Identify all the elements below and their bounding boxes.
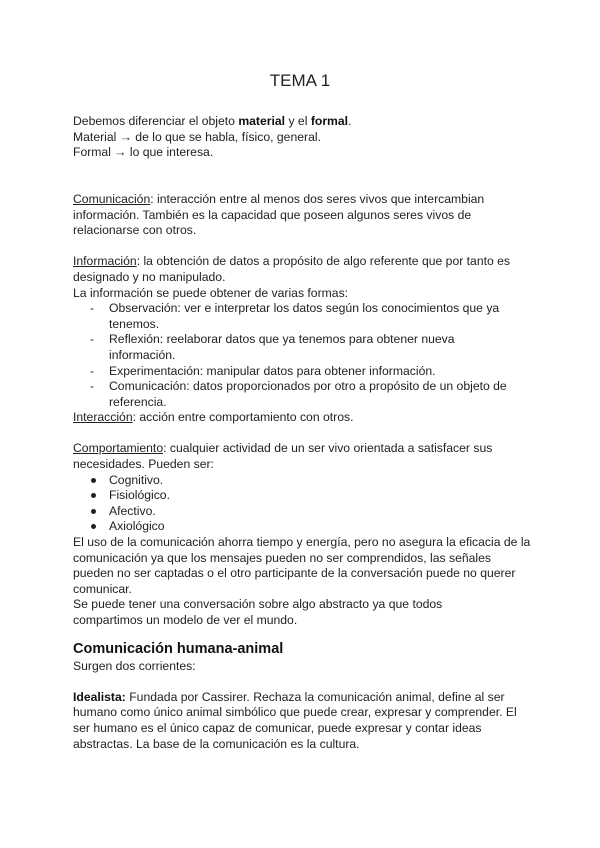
page-title: TEMA 1 [269, 71, 331, 90]
list-item: Fisiológico. [73, 488, 533, 504]
list-item: - Comunicación: datos proporcionados por otro a propósito de un objeto de referencia. [73, 379, 513, 410]
definition-text: : la obtención de datos a propósito de algo referente que por tanto es designado y no manipulado. [73, 254, 511, 284]
comportamiento-para-2: Se puede tener una conversación sobre algo abstracto ya que todos compartimos un modelo de ver el mundo. [73, 597, 443, 627]
definition-text: : cualquier actividad de un ser vivo orientada a satisfacer sus necesidades. Pueden ser: [73, 441, 493, 472]
intro-line-2: Material → de lo que se habla, físico, general. [73, 129, 321, 144]
list-item: Cognitivo. [73, 473, 533, 489]
list-item: - Experimentación: manipular datos para obtener información. [73, 364, 513, 380]
bold-material: material [238, 114, 286, 128]
paragraph-text: Fundada por Cassirer. Rechaza la comunicación animal, define al ser humano como único animal simbólico que puede crear, expresar y comprender. El ser humano es el único capaz de comunicar, puede expresar y contar ideas abstractas. La base de la comunicación es la cultura. [73, 689, 517, 751]
definition-text: : interacción entre al menos dos seres vivos que intercambian información. También es la capacidad que poseen algunos seres vivos de relacionarse con otros. [73, 191, 485, 238]
definition-text: : acción entre comportamiento con otros. [132, 410, 354, 425]
term-comunicacion: Comunicación [73, 191, 151, 206]
list-item: - Observación: ver e interpretar los datos según los conocimientos que ya tenemos. [73, 301, 513, 332]
comportamiento-definition [73, 441, 503, 472]
intro-line-1 [73, 114, 533, 130]
term-idealista: Idealista: [73, 689, 126, 704]
list-item: Afectivo. [73, 504, 533, 520]
interaccion-definition [73, 410, 533, 426]
section-sub: Surgen dos corrientes: [73, 658, 196, 673]
idealista-paragraph [73, 690, 533, 752]
section-heading: Comunicación humana-animal [73, 640, 284, 657]
comportamiento-para-1: El uso de la comunicación ahorra tiempo y energía, pero no asegura la eficacia de la comunicación ya que los mensajes pueden no ser comprendidos, las señales pueden no ser captadas o el otro participante de la conversación puede no querer comunicar. [73, 535, 531, 596]
list-item: - Reflexión: reelaborar datos que ya tenemos para obtener nueva información. [73, 332, 513, 363]
term-interaccion: Interacción [73, 410, 133, 425]
informacion-sub: La información se puede obtener de varias formas: [73, 285, 349, 300]
term-comportamiento: Comportamiento [73, 441, 164, 456]
intro-text: . [348, 114, 352, 128]
informacion-list [73, 301, 513, 410]
bold-formal: formal [310, 114, 349, 128]
intro-text: y el [285, 114, 311, 128]
comportamiento-list [73, 473, 533, 535]
intro-text: Debemos diferenciar el objeto [73, 114, 239, 128]
informacion-definition [73, 254, 518, 285]
term-informacion: Información [73, 254, 137, 269]
intro-line-3: Formal → lo que interesa. [73, 145, 214, 160]
document-body [73, 114, 533, 752]
comunicacion-definition [73, 192, 493, 239]
list-item: Axiológico [73, 519, 533, 535]
